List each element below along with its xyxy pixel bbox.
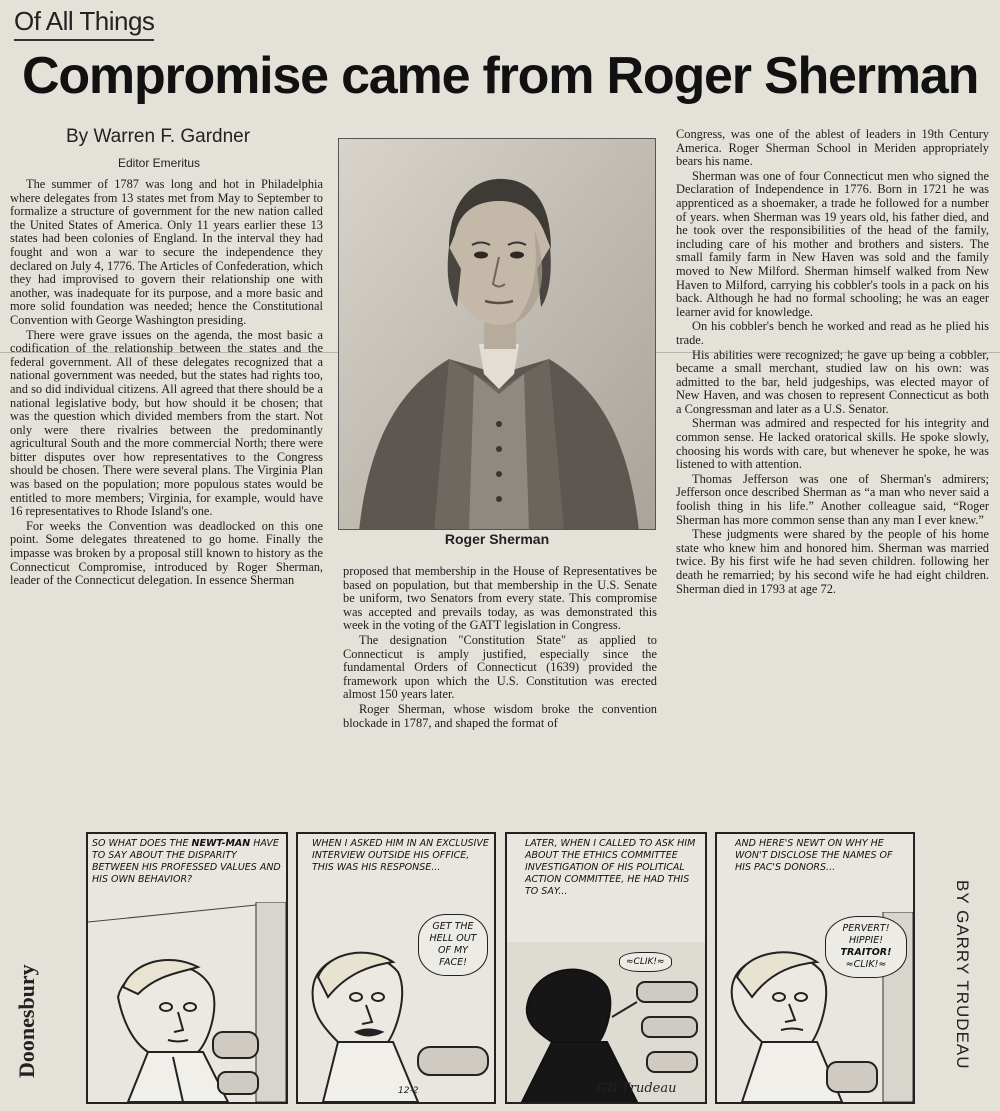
article-column-1	[10, 178, 323, 790]
article-column-2	[343, 565, 657, 790]
comic-panel-2	[296, 832, 496, 1104]
panel-3-caption: LATER, WHEN I CALLED TO ASK HIM ABOUT THE ETHICS COMMITTEE INVESTIGATION OF HIS POLITICAL ACTION COMMITTEE, HE HAD THIS TO SAY...	[525, 838, 696, 897]
panel-2-drawing	[298, 917, 494, 1102]
panel-4-speech-line-1: PERVERT!	[842, 923, 890, 934]
paragraph: Roger Sherman, whose wisdom broke the convention blockade in 1787, and shaped the format of	[343, 701, 657, 730]
article-column-3	[676, 128, 989, 790]
artist-signature: GB Trudeau	[597, 1081, 677, 1096]
headline: Compromise came from Roger Sherman	[22, 47, 979, 105]
panel-3-sound-effect: ≈CLIK!≈	[619, 952, 672, 972]
paragraph: Sherman was one of four Connecticut men who signed the Declaration of Independence in 1776. Born in 1721 he was apprenticed as a shoemaker, a trade he followed for a number of years. when Sherman was 19 years old, his father died, and he took over the responsibilities of the head of the family, including care of his mother and brothers and sisters. The small family farm in New Haven was sold and the family moved to New Milford. Sherman himself walked from New Haven to Milford, carrying his cobbler's tools in a pack on his back. Although he had no formal schooling; he was an eager learner avid for knowledge.	[676, 168, 989, 319]
comic-panel-4	[715, 832, 915, 1104]
panel-3-drawing	[507, 912, 705, 1102]
section-label: Of All Things	[14, 6, 154, 41]
paragraph: proposed that membership in the House of Representatives be based on population, but that membership in the U.S. Senate be uniform, two Senators from every state. This compromise was accepted and prevails today, as was demonstrated this week in the voting of the GATT legislation in Congress.	[343, 565, 657, 633]
paragraph: There were grave issues on the agenda, the most basic a codification of the relationship between the states and the federal government. All of these delegates recognized that a national government was needed, but the states had rights too, and so did individual citizens. All agreed that there should be a national legislative body, but how should it be chosen; that was the question which divided members from the start. Not only were there rivalries between the predominantly agricultural South and the more commercial North; there were bitter disputes over how representatives to the Congress should be chosen. There were several plans. The Virginia Plan was based on the population; more populous states would be entitled to more members; Virginia, for example, would have 16 representatives to Rhode Island's one.	[10, 327, 323, 519]
panel-4-speech	[825, 916, 907, 978]
panel-1-drawing	[88, 902, 286, 1102]
paragraph: Congress, was one of the ablest of leaders in 19th Century America. Roger Sherman School in Meriden appropriately bears his name.	[676, 128, 989, 169]
paragraph: Thomas Jefferson was one of Sherman's admirers; Jefferson once described Sherman as “a man who never said a foolish thing in his life.” Another colleague said, “Roger Sherman has more common sense than any man I ever knew.”	[676, 471, 989, 527]
author-title: Editor Emeritus	[118, 156, 201, 170]
comic-panel-3	[505, 832, 707, 1104]
panel-4-caption: AND HERE'S NEWT ON WHY HE WON'T DISCLOSE THE NAMES OF HIS PAC'S DONORS...	[735, 838, 893, 873]
byline: By Warren F. Gardner	[66, 126, 251, 147]
paragraph: These judgments were shared by the people of his home state who knew him and honored him. Sherman was married twice. By his first wife he had seven children. following her death he remarried; by his second wife he had eight children. Sherman died in 1793 at age 72.	[676, 527, 989, 596]
paragraph: Sherman was admired and respected for his integrity and common sense. He lacked oratorical skills. He spoke slowly, choosing his words with care, but whenever he spoke, he was listened to with attention.	[676, 416, 989, 472]
panel-4-speech-line-3: TRAITOR!	[840, 947, 892, 958]
panel-2-date: 12-2	[398, 1086, 419, 1096]
panel-4-speech-line-2: HIPPIE!	[848, 935, 883, 946]
panel-2-caption: WHEN I ASKED HIM IN AN EXCLUSIVE INTERVIEW OUTSIDE HIS OFFICE, THIS WAS HIS RESPONSE...	[312, 838, 489, 873]
comic-panel-1	[86, 832, 288, 1104]
paragraph: For weeks the Convention was deadlocked on this one point. Some delegates threatened to go home. Finally the impasse was broken by a proposal still known to history as the Connecticut Compromise, introduced by Roger Sherman, leader of the Connecticut delegation. In essence Sherman	[10, 518, 323, 588]
portrait-illustration	[339, 139, 656, 530]
paragraph: The summer of 1787 was long and hot in Philadelphia where delegates from 13 states met from May to September to formalize a structure of government for the new nation called the United States of America. Only 11 years earlier these 13 states had been colonies of England. In the interval they had fought and won a war to secure the independence they declared on July 4, 1776. The Articles of Confederation, which they had improvised to govern their relationship one with another, was inadequate for its purpose, and a more basic and more solid foundation was needed; hence the Constitutional Convention with George Washington presiding.	[10, 178, 323, 327]
panel-1-caption: SO WHAT DOES THE NEWT-MAN HAVE TO SAY ABOUT THE DISPARITY BETWEEN HIS PROFESSED VALUES AND HIS OWN BEHAVIOR?	[92, 838, 281, 885]
paragraph: His abilities were recognized; he gave up being a cobbler, became a small merchant, studied law on his own: was admitted to the bar, held judgeships, was elected mayor of New Haven, and was chosen to represent Connecticut as both a Congressman and later as a U.S. Senator.	[676, 347, 989, 416]
panel-2-speech: GET THE HELL OUT OF MY FACE!	[418, 914, 488, 976]
portrait-photo	[338, 138, 656, 530]
paragraph: On his cobbler's bench he worked and read as he plied his trade.	[676, 319, 989, 347]
panel-4-sound-effect: ≈CLIK!≈	[845, 959, 887, 970]
comic-title: Doonesbury	[14, 964, 39, 1078]
comic-credit: BY GARRY TRUDEAU	[953, 880, 972, 1070]
paragraph: The designation "Constitution State" as applied to Connecticut is amply justified, especially since the fundamental Orders of Connecticut (1639) provided the framework upon which the U.S. Constitution was erected almost 150 years later.	[343, 632, 657, 702]
photo-caption: Roger Sherman	[444, 531, 550, 547]
